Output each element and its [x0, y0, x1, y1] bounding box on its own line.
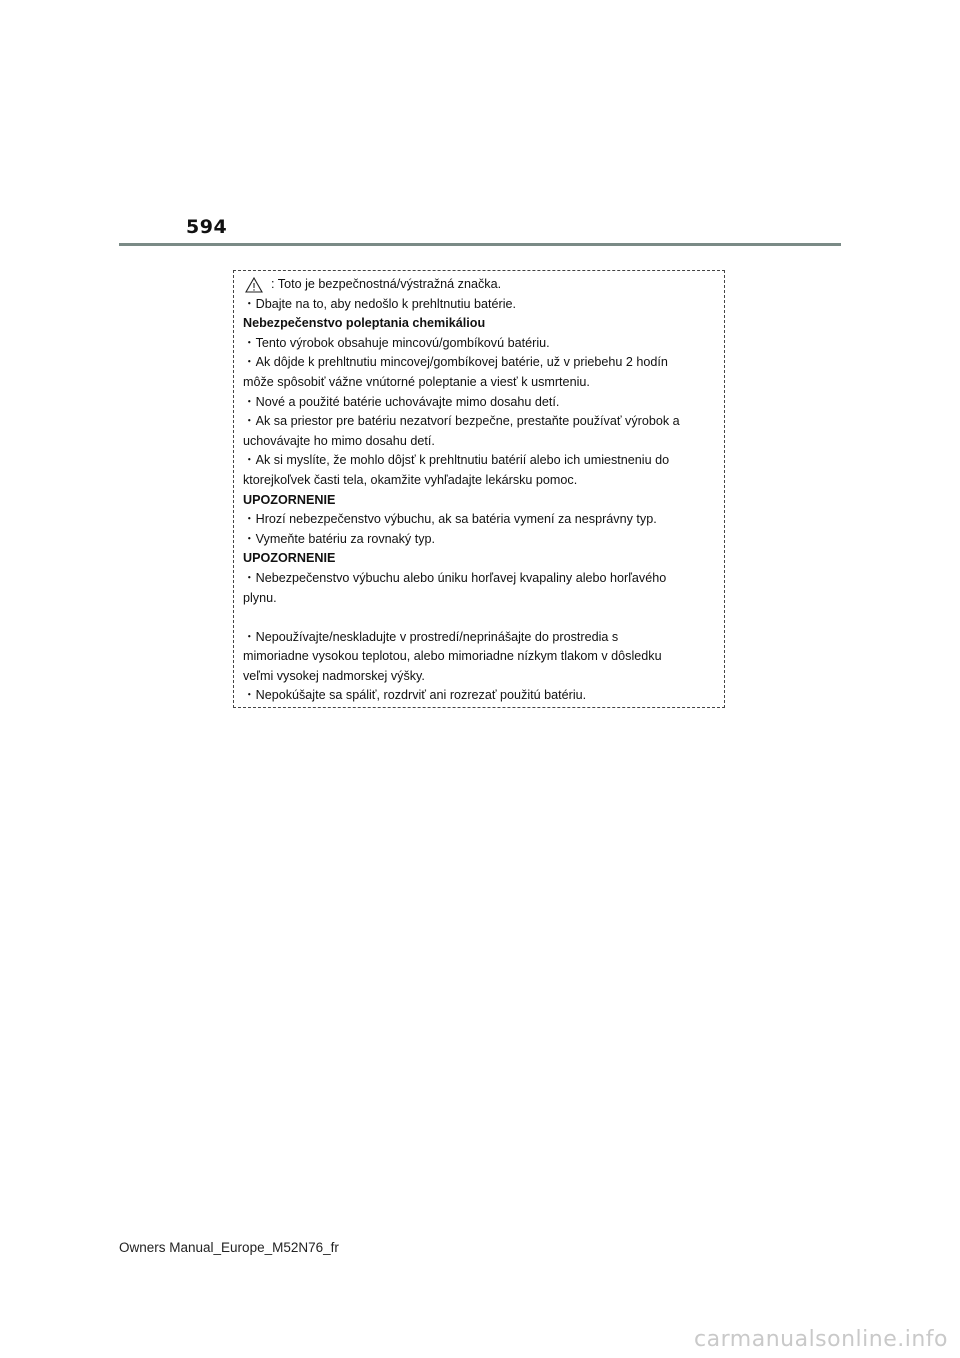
warning-text-line: ・Ak sa priestor pre batériu nezatvorí bezpečne, prestaňte používať výrobok a	[243, 414, 680, 429]
header-rule	[119, 243, 841, 246]
symbol-line	[243, 275, 716, 295]
warning-text-line: ・Nebezpečenstvo výbuchu alebo úniku horľavej kvapaliny alebo horľavého	[243, 570, 667, 585]
warning-text-line: ・Ak dôjde k prehltnutiu mincovej/gombíkovej batérie, už v priebehu 2 hodín	[243, 355, 668, 370]
page-number: 594	[186, 216, 228, 238]
warning-text-line: ・Nepoužívajte/neskladujte v prostredí/neprinášajte do prostredia s	[243, 629, 619, 644]
symbol-description: : Toto je bezpečnostná/výstražná značka.	[271, 277, 502, 291]
warning-text-line: mimoriadne vysokou teplotou, alebo mimoriadne nízkym tlakom v dôsledku	[243, 649, 662, 664]
warning-text-line: ・Hrozí nebezpečenstvo výbuchu, ak sa batéria vymení za nesprávny typ.	[243, 512, 657, 527]
warning-text-line: uchovávajte ho mimo dosahu detí.	[243, 433, 435, 448]
warning-text-line: ・Vymeňte batériu za rovnaký typ.	[243, 531, 436, 546]
battery-warning-box	[233, 270, 725, 708]
paragraph-gap	[243, 608, 716, 628]
warning-text-line: ktorejkoľvek časti tela, okamžite vyhľadajte lekársku pomoc.	[243, 472, 578, 487]
warning-triangle-icon	[245, 277, 263, 293]
footer-label: Owners Manual_Europe_M52N76_fr	[119, 1240, 339, 1255]
warning-heading: UPOZORNENIE	[243, 551, 336, 566]
warning-lines	[243, 295, 716, 706]
watermark: carmanualsonline.info	[694, 1327, 948, 1352]
warning-text-line: plynu.	[243, 590, 277, 605]
warning-heading: Nebezpečenstvo poleptania chemikáliou	[243, 316, 486, 331]
warning-text-line: ・Tento výrobok obsahuje mincovú/gombíkovú batériu.	[243, 335, 550, 350]
warning-text-line: ・Nepokúšajte sa spáliť, rozdrviť ani rozrezať použitú batériu.	[243, 688, 587, 703]
warning-text-line: ・Ak si myslíte, že mohlo dôjsť k prehltnutiu batérií alebo ich umiestneniu do	[243, 453, 670, 468]
warning-text-line: môže spôsobiť vážne vnútorné poleptanie a viesť k usmrteniu.	[243, 374, 590, 389]
warning-text-line: veľmi vysokej nadmorskej výšky.	[243, 668, 425, 683]
warning-text-line: ・Dbajte na to, aby nedošlo k prehltnutiu batérie.	[243, 296, 517, 311]
warning-text-line: ・Nové a použité batérie uchovávajte mimo dosahu detí.	[243, 394, 560, 409]
warning-heading: UPOZORNENIE	[243, 492, 336, 507]
